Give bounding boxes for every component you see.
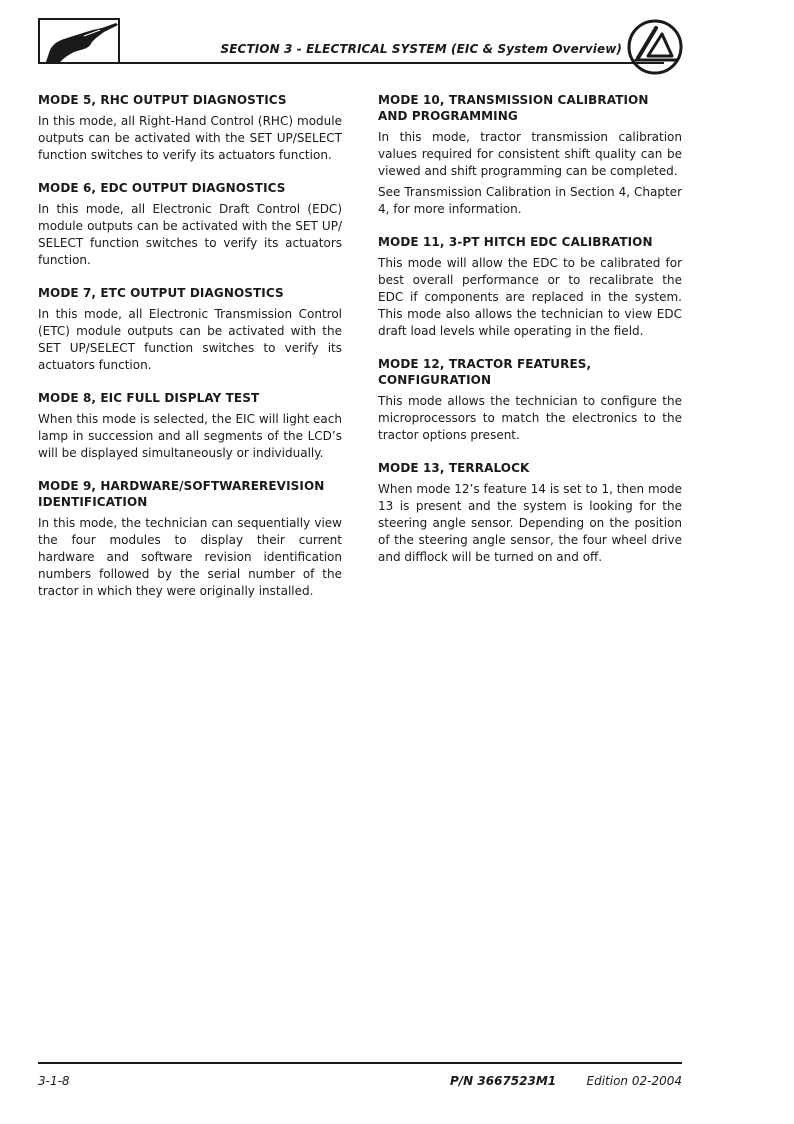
section-paragraph: When this mode is selected, the EIC will light each lamp in succession and all segments of the LCD’s will be displayed simultaneously or individually. <box>38 412 342 460</box>
section-mode-6 <box>38 180 342 269</box>
section-heading: MODE 7, ETC OUTPUT DIAGNOSTICS <box>38 286 284 300</box>
section-heading: MODE 13, TERRALOCK <box>378 461 530 475</box>
section-heading: MODE 8, EIC FULL DISPLAY TEST <box>38 391 260 405</box>
section-mode-9 <box>38 478 342 600</box>
section-paragraph: When mode 12’s feature 14 is set to 1, then mode 13 is present and the system is looking for the steering angle sensor. Depending on the position of the steering angle sensor, the four wheel drive and difflock will be turned on and off. <box>378 482 682 564</box>
page-footer <box>38 1074 682 1092</box>
section-heading: MODE 11, 3-PT HITCH EDC CALIBRATION <box>378 235 653 249</box>
page-header <box>38 18 682 70</box>
section-mode-5 <box>38 92 342 164</box>
section-heading: MODE 9, HARDWARE/SOFTWAREREVISION IDENTIFICATION <box>38 479 325 509</box>
section-paragraph: This mode will allow the EDC to be calibrated for best overall performance or to recalibrate the EDC if components are replaced in the system. This mode also allows the technician to view EDC draft load levels while operating in the field. <box>378 256 682 338</box>
section-paragraph: In this mode, all Electronic Transmission Control (ETC) module outputs can be activated with the SET UP/SELECT function switches to verify its actuators function. <box>38 307 342 372</box>
section-heading: MODE 5, RHC OUTPUT DIAGNOSTICS <box>38 93 287 107</box>
section-paragraph: In this mode, the technician can sequentially view the four modules to display their current hardware and software revision identification numbers followed by the serial number of the tractor in which they were originally installed. <box>38 516 342 598</box>
section-paragraph: This mode allows the technician to configure the microprocessors to match the electronics to the tractor options present. <box>378 394 682 442</box>
part-number: P/N 3667523M1 <box>450 1074 557 1088</box>
brand-logo-icon <box>626 18 684 76</box>
section-paragraph: In this mode, tractor transmission calibration values required for consistent shift quality can be viewed and shift programming can be completed. <box>378 130 682 178</box>
section-heading: MODE 6, EDC OUTPUT DIAGNOSTICS <box>38 181 286 195</box>
section-mode-8 <box>38 390 342 462</box>
section-paragraph: In this mode, all Electronic Draft Control (EDC) module outputs can be activated with the SET UP/ SELECT function switches to verify its actuators function. <box>38 202 342 267</box>
section-paragraph: In this mode, all Right-Hand Control (RHC) module outputs can be activated with the SET UP/SELECT function switches to verify its actuators function. <box>38 114 342 162</box>
section-mode-10 <box>378 92 682 218</box>
pointing-hand-icon <box>38 18 120 64</box>
section-mode-7 <box>38 285 342 374</box>
header-rule <box>118 62 664 64</box>
section-heading: MODE 12, TRACTOR FEATURES, CONFIGURATION <box>378 357 592 387</box>
section-mode-11 <box>378 234 682 340</box>
footer-rule <box>38 1062 682 1064</box>
section-paragraph: See Transmission Calibration in Section 4, Chapter 4, for more information. <box>378 185 682 216</box>
section-mode-12 <box>378 356 682 444</box>
left-column <box>38 92 342 616</box>
section-title: SECTION 3 - ELECTRICAL SYSTEM (EIC & System Overview) <box>220 42 622 56</box>
section-heading: MODE 10, TRANSMISSION CALIBRATION AND PROGRAMMING <box>378 93 649 123</box>
section-mode-13 <box>378 460 682 566</box>
page-number: 3-1-8 <box>38 1074 70 1088</box>
right-column <box>378 92 682 582</box>
edition-label: Edition 02-2004 <box>586 1074 682 1088</box>
